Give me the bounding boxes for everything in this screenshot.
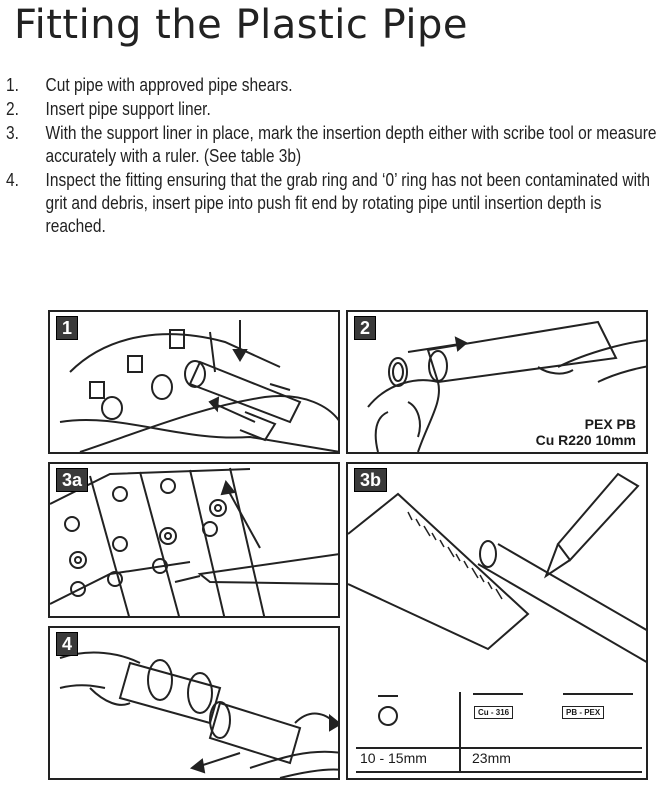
cutting-pipe-illustration — [50, 312, 340, 454]
ruler-ticks — [408, 512, 502, 599]
panel-step-1 — [48, 310, 340, 454]
page-title: Fitting the Plastic Pipe — [14, 2, 468, 48]
step-4 — [6, 169, 660, 238]
panel-badge: 3b — [354, 468, 387, 492]
step-number: 4. — [6, 170, 19, 190]
panel-badge: 3a — [56, 468, 88, 492]
ruler-measure-illustration — [348, 464, 648, 690]
panel-step-2 — [346, 310, 648, 454]
panel-badge: 1 — [56, 316, 78, 340]
insertion-depth-cell: 23mm — [472, 750, 511, 766]
panel-badge: 4 — [56, 632, 78, 656]
step-text: With the support liner in place, mark the insertion depth either with scribe tool or measure accurately with a ruler. (See table 3b) — [45, 123, 657, 166]
step-2 — [6, 98, 660, 121]
panel-step-3b — [346, 462, 648, 780]
o-ring-icon — [379, 707, 397, 725]
step-text: Inspect the fitting ensuring that the grab ring and ‘0’ ring has not been contaminated with grit and debris, insert pipe into push fit end by rotating pipe until insertion depth is reached. — [45, 170, 650, 236]
panel-step-4 — [48, 626, 340, 780]
diameter-range-cell: 10 - 15mm — [360, 750, 427, 766]
scribe-tool-illustration — [50, 464, 340, 618]
step-text: Insert pipe support liner. — [45, 99, 211, 119]
instruction-list — [6, 74, 664, 239]
step-number: 2. — [6, 99, 19, 119]
step-number: 3. — [6, 123, 19, 143]
panel-badge: 2 — [354, 316, 376, 340]
panel-step-3a — [48, 462, 340, 618]
step-number: 1. — [6, 75, 19, 95]
plastic-pipe-tag: PB - PEX — [562, 706, 604, 719]
step-text: Cut pipe with approved pipe shears. — [45, 75, 293, 95]
pipe-size-label: Cu R220 10mm — [535, 432, 636, 448]
step-3 — [6, 122, 660, 168]
pipe-type-label: PEX PB — [584, 416, 636, 432]
push-fit-illustration — [50, 628, 340, 780]
copper-pipe-tag: Cu - 316 — [474, 706, 513, 719]
step-1 — [6, 74, 660, 97]
insertion-depth-table — [348, 686, 646, 778]
